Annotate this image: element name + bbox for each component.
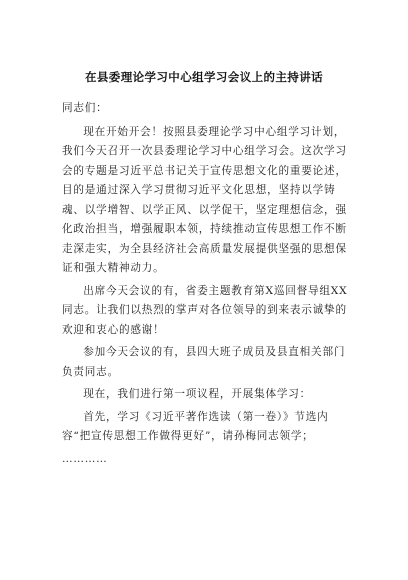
paragraph-attending-leaders: 出席今天会议的有，省委主题教育第X巡回督导组XX同志。让我们以热烈的掌声对各位领导的到来表示诚挚的欢迎和衷心的感谢！ (62, 284, 348, 336)
document-title: 在县委理论学习中心组学习会议上的主持讲话 (85, 70, 323, 84)
paragraph-participants: 参加今天会议的有，县四大班子成员及县直相关部门负责同志。 (62, 346, 346, 378)
document-body (62, 99, 350, 472)
paragraph-opening: 现在开始开会！按照县委理论学习中心组学习计划，我们今天召开一次县委理论学习中心组学习会。这次学习会的专题是习近平总书记关于宣传思想文化的重要论述，目的是通过深入学习贯彻习近平文化思想，坚持以学铸魂、以学增智、以学正风、以学促干，坚定理想信念，强化政治担当，增强履职本领，持续推动宣传思想工作不断走深走实，为全县经济社会高质量发展提供坚强的思想保证和强大精神动力。 (62, 125, 347, 274)
paragraph-agenda: 现在，我们进行第一项议程，开展集体学习： (83, 388, 312, 400)
greeting: 同志们： (62, 102, 108, 114)
ellipsis: ………… (62, 452, 108, 465)
paragraph-first-study: 首先，学习《习近平著作选读（第一卷）》节选内容“把宣传思想工作做得更好”，请孙梅同志领学； (62, 410, 329, 442)
